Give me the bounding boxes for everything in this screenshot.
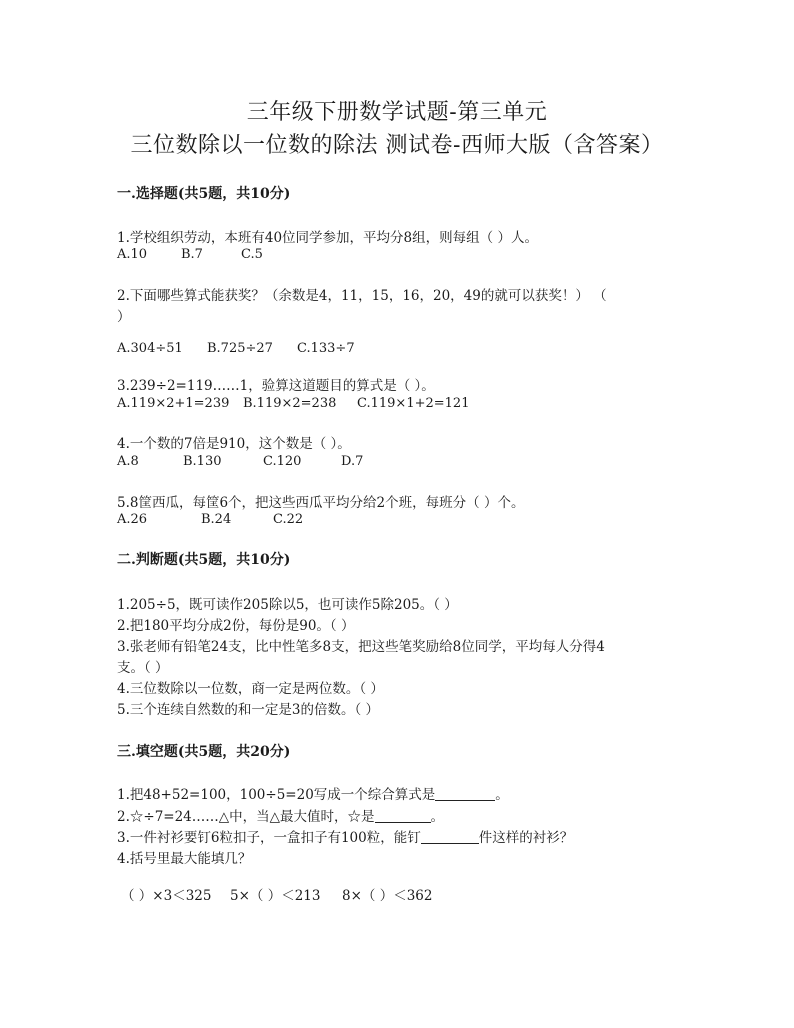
answer-blank[interactable] bbox=[421, 830, 479, 845]
option-b: B.119×2=238 bbox=[243, 396, 337, 411]
fill-question-2-text: 2.☆÷7=24……△中，当△最大值时，☆是 bbox=[117, 809, 375, 825]
judgement-item-3: 3.张老师有铅笔24支，比中性笔多8支，把这些笔奖励给8位同学，平均每人分得4 bbox=[117, 639, 605, 655]
option-b: B.24 bbox=[201, 512, 232, 527]
judgement-item-2: 2.把180平均分成2份，每份是90。（ ） bbox=[117, 618, 355, 634]
judgement-item-1: 1.205÷5，既可读作205除以5，也可读作5除205。（ ） bbox=[117, 597, 458, 613]
fill-question-2 bbox=[117, 805, 444, 825]
option-a: A.10 bbox=[117, 247, 148, 262]
answer-blank[interactable] bbox=[375, 809, 431, 824]
section-heading-judgement: 二.判断题(共5题，共10分) bbox=[117, 552, 291, 568]
option-a: A.119×2+1=239 bbox=[117, 396, 230, 411]
judgement-item-3-continued: 支。（ ） bbox=[117, 660, 169, 676]
section-heading-fill-blank: 三.填空题(共5题，共20分) bbox=[117, 744, 291, 760]
fill-question-3-end: 件这样的衬衫？ bbox=[478, 830, 574, 846]
option-c: C.119×1+2=121 bbox=[357, 396, 470, 411]
option-c: C.120 bbox=[263, 454, 302, 469]
option-c: C.5 bbox=[241, 247, 263, 262]
option-c: C.133÷7 bbox=[297, 341, 355, 356]
choice-question-3-options bbox=[117, 396, 469, 411]
fill-question-3 bbox=[117, 826, 573, 846]
choice-question-5-options bbox=[117, 512, 303, 527]
fill-question-1-end: 。 bbox=[495, 787, 509, 803]
option-b: B.725÷27 bbox=[207, 341, 273, 356]
choice-question-5: 5.8筐西瓜，每筐6个，把这些西瓜平均分给2个班，每班分（ ）个。 bbox=[117, 495, 525, 511]
option-b: B.7 bbox=[181, 247, 203, 262]
inequality-2: 5×（ ）＜213 bbox=[230, 888, 321, 904]
inequality-3: 8×（ ）＜362 bbox=[342, 888, 433, 904]
choice-question-2-continued: ） bbox=[117, 309, 131, 325]
fill-question-3-text: 3.一件衬衫要钉6粒扣子，一盒扣子有100粒，能钉 bbox=[117, 830, 421, 846]
option-d: D.7 bbox=[341, 454, 364, 469]
fill-question-4: 4.括号里最大能填几？ bbox=[117, 851, 252, 867]
choice-question-3: 3.239÷2=119……1，验算这道题目的算式是（ ）。 bbox=[117, 378, 435, 394]
inequality-1: （ ）×3＜325 bbox=[121, 888, 212, 904]
fill-question-2-end: 。 bbox=[430, 809, 445, 825]
choice-question-2-options bbox=[117, 341, 355, 356]
fill-question-4-expressions bbox=[121, 884, 432, 904]
choice-question-1-options bbox=[117, 247, 263, 262]
choice-question-4: 4.一个数的7倍是910，这个数是（ ）。 bbox=[117, 436, 351, 452]
option-a: A.8 bbox=[117, 454, 139, 469]
page-title-line-1: 三年级下册数学试题-第三单元 bbox=[246, 100, 548, 125]
fill-question-1-text: 1.把48+52=100，100÷5=20写成一个综合算式是 bbox=[117, 787, 436, 803]
choice-question-1: 1.学校组织劳动，本班有40位同学参加，平均分8组，则每组（ ）人。 bbox=[117, 230, 538, 246]
section-heading-choice: 一.选择题(共5题，共10分) bbox=[117, 186, 291, 202]
option-c: C.22 bbox=[273, 512, 304, 527]
answer-blank[interactable] bbox=[435, 787, 495, 802]
choice-question-4-options bbox=[117, 454, 363, 469]
fill-question-1 bbox=[117, 783, 509, 803]
judgement-item-4: 4.三位数除以一位数，商一定是两位数。（ ） bbox=[117, 681, 384, 697]
option-b: B.130 bbox=[183, 454, 222, 469]
option-a: A.26 bbox=[117, 512, 148, 527]
option-a: A.304÷51 bbox=[117, 341, 183, 356]
page-title-line-2: 三位数除以一位数的除法 测试卷-西师大版（含答案） bbox=[130, 133, 664, 158]
choice-question-2: 2.下面哪些算式能获奖？（余数是4，11，15，16，20，49的就可以获奖！） （ bbox=[117, 288, 607, 304]
judgement-item-5: 5.三个连续自然数的和一定是3的倍数。（ ） bbox=[117, 702, 380, 718]
